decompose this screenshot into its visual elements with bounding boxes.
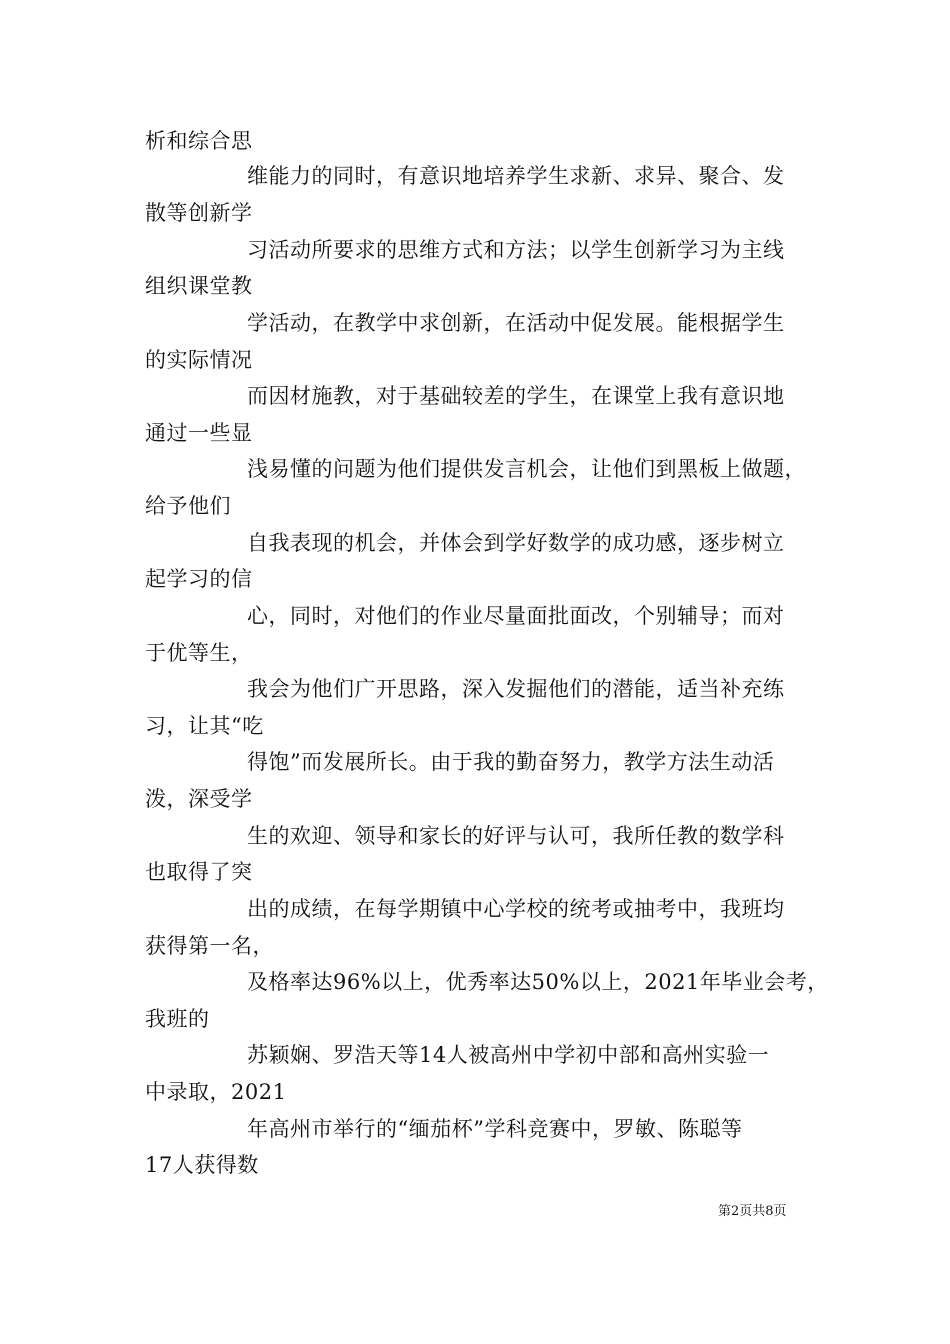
text-line: 苏颖娴、罗浩天等14人被高州中学初中部和高州实验一: [247, 1043, 770, 1067]
text-line: 出的成绩，在每学期镇中心学校的统考或抽考中，我班均: [247, 897, 785, 921]
page-number: 第2页共8页: [718, 1204, 787, 1219]
text-line: 而因材施教，对于基础较差的学生，在课堂上我有意识地: [247, 384, 785, 408]
text-line: 心，同时，对他们的作业尽量面批面改，个别辅导；而对: [247, 604, 785, 628]
text-line: 自我表现的机会，并体会到学好数学的成功感，逐步树立: [247, 531, 785, 555]
text-line: 浅易懂的问题为他们提供发言机会，让他们到黑板上做题，: [247, 457, 806, 481]
text-line: 及格率达96%以上，优秀率达50%以上，2021年毕业会考，: [247, 970, 829, 994]
text-line: 给予他们: [145, 494, 231, 518]
text-line: 维能力的同时，有意识地培养学生求新、求异、聚合、发: [247, 164, 785, 188]
text-line: 我班的: [145, 1007, 210, 1031]
text-line: 学活动，在教学中求创新，在活动中促发展。能根据学生: [247, 311, 785, 335]
text-line: 起学习的信: [145, 567, 253, 591]
text-line: 组织课堂教: [145, 274, 253, 298]
text-line: 获得第一名，: [145, 934, 274, 958]
text-line: 通过一些显: [145, 421, 253, 445]
text-line: 习活动所要求的思维方式和方法；以学生创新学习为主线: [247, 238, 785, 262]
text-line: 17人获得数: [145, 1153, 259, 1177]
text-line: 散等创新学: [145, 201, 253, 225]
text-line: 习，让其“吃: [145, 714, 264, 738]
text-line: 的实际情况: [145, 348, 253, 372]
text-line: 析和综合思: [145, 129, 253, 153]
text-line: 年高州市举行的“缅茄杯”学科竞赛中，罗敏、陈聪等: [247, 1117, 743, 1141]
text-line: 生的欢迎、领导和家长的好评与认可，我所任教的数学科: [247, 824, 785, 848]
text-line: 中录取，2021: [145, 1080, 287, 1104]
text-line: 泼，深受学: [145, 787, 253, 811]
text-line: 我会为他们广开思路，深入发掘他们的潜能，适当补充练: [247, 677, 785, 701]
text-line: 也取得了突: [145, 860, 253, 884]
text-line: 得饱”而发展所长。由于我的勤奋努力，教学方法生动活: [247, 750, 775, 774]
text-line: 于优等生，: [145, 641, 253, 665]
